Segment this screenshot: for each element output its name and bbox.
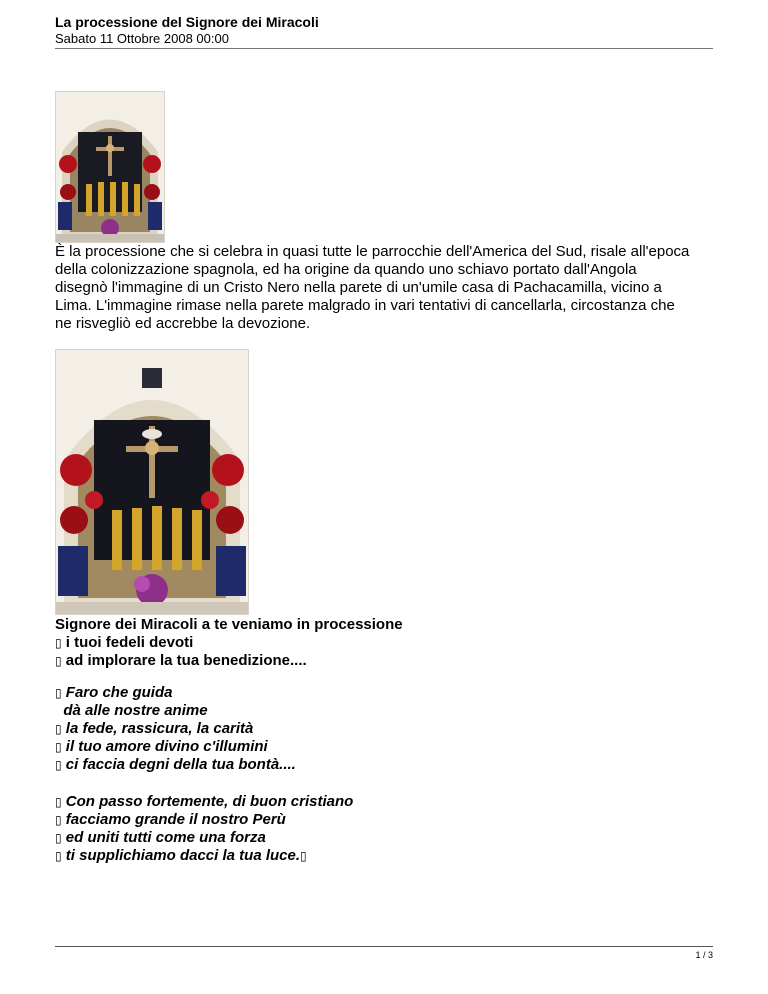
missing-glyph-icon: ▯ [55, 686, 62, 700]
poem-line: ▯ ad implorare la tua benedizione.... [55, 652, 307, 669]
photo-altar-large [56, 350, 248, 614]
paragraph-line: disegnò l'immagine di un Cristo Nero nella parete di un'umile casa di Pachacamilla, vicino a [55, 279, 662, 296]
page-title: La processione del Signore dei Miracoli [55, 14, 319, 30]
missing-glyph-icon: ▯ [55, 654, 62, 668]
poem-line: ▯ Faro che guida [55, 684, 173, 701]
missing-glyph-icon: ▯ [300, 849, 307, 863]
poem-stanza-1 [55, 616, 555, 670]
paragraph-line: della colonizzazione spagnola, ed ha origine da quando uno schiavo portato dall'Angola [55, 261, 637, 278]
poem-line: Signore dei Miracoli a te veniamo in processione [55, 616, 403, 633]
poem-line: ▯ il tuo amore divino c'illumini [55, 738, 268, 755]
poem-line: ▯ la fede, rassicura, la carità [55, 720, 254, 737]
poem-line: ▯ ed uniti tutti come una forza [55, 829, 266, 846]
paragraph-line: È la processione che si celebra in quasi tutte le parrocchie dell'America del Sud, risale all'epoca [55, 243, 690, 260]
poem-line: ▯ i tuoi fedeli devoti [55, 634, 194, 651]
photo-altar-small [56, 92, 164, 242]
publish-date: Sabato 11 Ottobre 2008 00:00 [55, 31, 229, 46]
paragraph-line: Lima. L'immagine rimase nella parete malgrado in vari tentativi di cancellarla, circostanza che [55, 297, 675, 314]
missing-glyph-icon: ▯ [55, 795, 62, 809]
poem-line: dà alle nostre anime [63, 702, 208, 719]
page-number: 1 / 3 [695, 950, 713, 960]
missing-glyph-icon: ▯ [55, 636, 62, 650]
missing-glyph-icon: ▯ [55, 831, 62, 845]
missing-glyph-icon: ▯ [55, 849, 62, 863]
poem-stanza-3 [55, 793, 555, 865]
missing-glyph-icon: ▯ [55, 758, 62, 772]
missing-glyph-icon: ▯ [55, 813, 62, 827]
body-paragraph [55, 243, 723, 333]
missing-glyph-icon: ▯ [55, 740, 62, 754]
missing-glyph-icon: ▯ [55, 722, 62, 736]
poem-line: ▯ Con passo fortemente, di buon cristiano [55, 793, 354, 810]
header-divider [55, 48, 713, 49]
poem-line: ▯ facciamo grande il nostro Perù [55, 811, 286, 828]
poem-stanza-2 [55, 684, 555, 774]
poem-line: ▯ ti supplichiamo dacci la tua luce.▯ [55, 847, 307, 864]
page-header [55, 14, 713, 47]
poem-line: ▯ ci faccia degni della tua bontà.... [55, 756, 296, 773]
paragraph-line: ne risvegliò ed accrebbe la devozione. [55, 315, 311, 332]
footer-divider [55, 946, 713, 947]
